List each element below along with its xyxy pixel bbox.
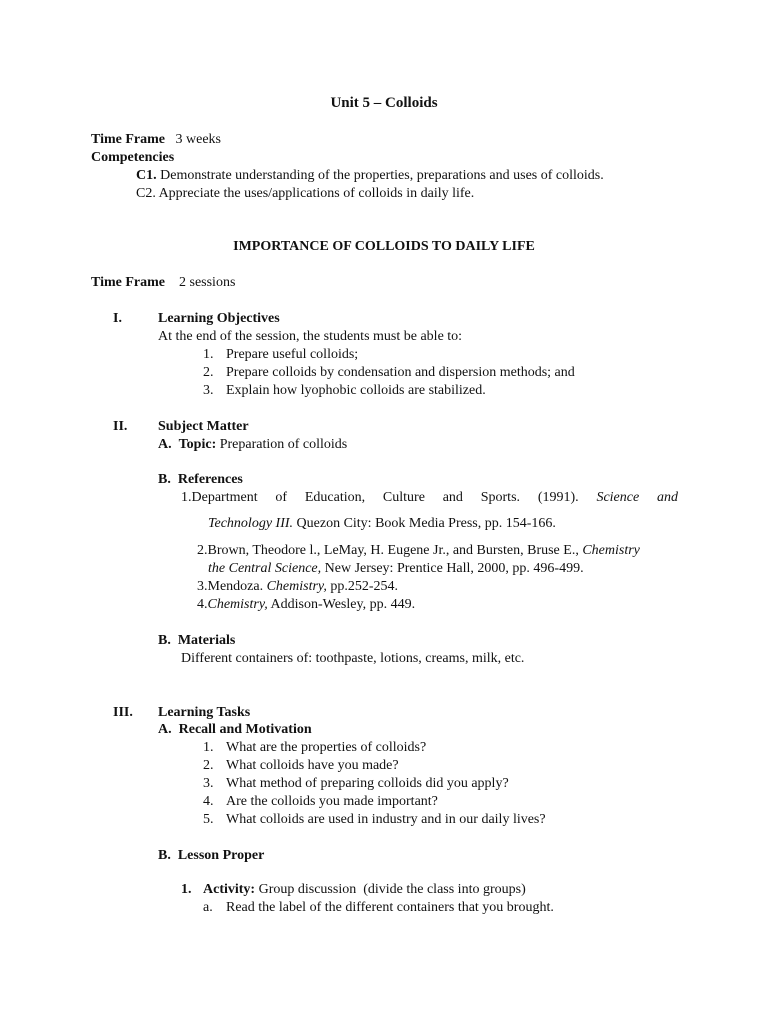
c1-label: C1. — [136, 168, 157, 183]
materials-text: Different containers of: toothpaste, lotions, creams, milk, etc. — [181, 651, 525, 666]
part1-numeral: I. — [113, 311, 122, 326]
time-frame-value: 3 weeks — [175, 132, 221, 147]
topic-label: Topic: — [178, 437, 217, 452]
activity-row — [203, 881, 526, 899]
ref2-text-2: New Jersey: Prentice Hall, 2000, pp. 496-499. — [324, 561, 584, 576]
question-num: 2. — [203, 758, 214, 773]
ref2-text: 2.Brown, Theodore l., LeMay, H. Eugene Jr., and Bursten, Bruse E., — [197, 543, 579, 558]
ref4-italic: Chemistry, — [207, 597, 268, 612]
objective-num: 1. — [203, 347, 214, 362]
ref1-text-2: Quezon City: Book Media Press, pp. 154-166. — [296, 516, 556, 531]
question-text: What method of preparing colloids did you apply? — [226, 776, 509, 791]
step-a-text: Read the label of the different containers that you brought. — [226, 900, 554, 915]
recall-heading-row — [158, 721, 312, 739]
part1-heading: Learning Objectives — [158, 311, 280, 326]
ref1-italic-2: Technology III. — [208, 516, 294, 531]
objective-num: 3. — [203, 383, 214, 398]
reference-3 — [197, 578, 398, 596]
question-text: What colloids have you made? — [226, 758, 399, 773]
time-frame2-row — [91, 274, 235, 292]
question-text: Are the colloids you made important? — [226, 794, 438, 809]
objective-num: 2. — [203, 365, 214, 380]
reference-1-line2 — [208, 515, 556, 533]
ref3-tail: pp.252-254. — [330, 579, 399, 594]
materials-heading: Materials — [177, 633, 236, 648]
reference-2-line1 — [197, 542, 640, 560]
ref4-tail: Addison-Wesley, pp. 449. — [270, 597, 416, 612]
time-frame2-value: 2 sessions — [179, 275, 236, 290]
ref3-italic: Chemistry, — [266, 579, 327, 594]
question-text: What colloids are used in industry and in our daily lives? — [226, 812, 546, 827]
objective-text: Explain how lyophobic colloids are stabilized. — [226, 383, 486, 398]
part2-heading: Subject Matter — [158, 419, 249, 434]
part3-numeral: III. — [113, 705, 133, 720]
competency-c2: C2. Appreciate the uses/applications of colloids in daily life. — [136, 186, 475, 201]
materials-prefix: B. — [158, 633, 171, 648]
time-frame-label: Time Frame — [91, 132, 165, 147]
lesson-heading-row — [158, 847, 264, 865]
question-num: 1. — [203, 740, 214, 755]
references-prefix: B. — [158, 472, 171, 487]
part2-numeral: II. — [113, 419, 128, 434]
ref1-text: 1.Department of Education, Culture and Sports. (1991). — [181, 490, 579, 505]
question-text: What are the properties of colloids? — [226, 740, 427, 755]
part1-intro: At the end of the session, the students must be able to: — [158, 329, 463, 344]
question-num: 4. — [203, 794, 214, 809]
time-frame-row — [91, 131, 221, 149]
objective-text: Prepare colloids by condensation and dispersion methods; and — [226, 365, 575, 380]
topic-text: Preparation of colloids — [219, 437, 348, 452]
reference-2-line2 — [208, 560, 584, 578]
lesson-heading: Lesson Proper — [177, 848, 265, 863]
ref2-italic: Chemistry — [582, 543, 640, 558]
activity-label: Activity: — [203, 882, 256, 897]
ref2-italic-2: the Central Science, — [208, 561, 322, 576]
activity-num: 1. — [181, 882, 192, 897]
c1-text: Demonstrate understanding of the properties, preparations and uses of colloids. — [160, 168, 604, 183]
part3-heading: Learning Tasks — [158, 705, 251, 720]
recall-heading: Recall and Motivation — [178, 722, 312, 737]
reference-4 — [197, 596, 415, 614]
time-frame2-label: Time Frame — [91, 275, 165, 290]
topic-prefix: A. — [158, 437, 172, 452]
section-heading: IMPORTANCE OF COLLOIDS TO DAILY LIFE — [233, 239, 535, 254]
step-a-num: a. — [203, 900, 213, 915]
materials-heading-row — [158, 632, 235, 650]
question-num: 3. — [203, 776, 214, 791]
activity-text: Group discussion (divide the class into groups) — [258, 882, 526, 897]
objective-text: Prepare useful colloids; — [226, 347, 359, 362]
ref1-italic: Science and — [596, 490, 679, 505]
competency-c1 — [136, 167, 604, 185]
unit-title: Unit 5 – Colloids — [330, 95, 438, 111]
topic-row — [158, 436, 347, 454]
references-heading: References — [177, 472, 243, 487]
ref3-text: 3.Mendoza. — [197, 579, 264, 594]
reference-1-line1 — [181, 489, 678, 507]
lesson-prefix: B. — [158, 848, 171, 863]
ref4-text: 4. — [197, 597, 208, 612]
references-heading-row — [158, 471, 243, 489]
question-num: 5. — [203, 812, 214, 827]
competencies-label: Competencies — [91, 150, 175, 165]
recall-prefix: A. — [158, 722, 172, 737]
